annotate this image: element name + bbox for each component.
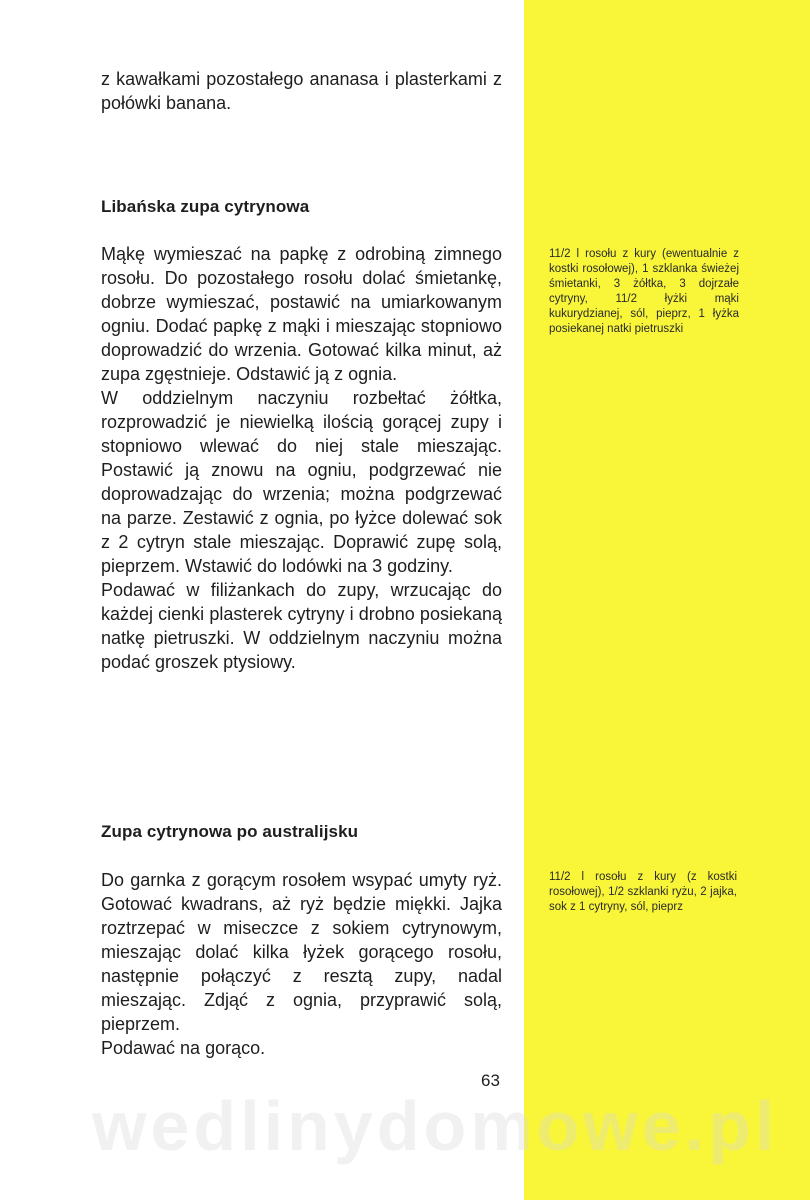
recipe-1-paragraph-3: Podawać w filiżankach do zupy, wrzucając do każdej cienki plasterek cytryny i drobno posiekaną natkę pietruszki. W oddzielnym naczyniu można podać groszek ptysiowy. [101, 580, 502, 672]
recipe-2-paragraph-2: Podawać na gorąco. [101, 1038, 266, 1058]
intro-text [101, 67, 502, 115]
watermark: wedlinydomowe.pl [92, 1087, 779, 1165]
intro-paragraph: z kawałkami pozostałego ananasa i plasterkami z połówki banana. [101, 69, 502, 113]
recipe-1-paragraph-2: W oddzielnym naczyniu rozbełtać żółtka, rozprowadzić je niewielką ilością gorącej zupy i stopniowo wlewać do niej stale mieszając. Postawić ją znowu na ogniu, podgrzewać nie doprowadzając do wrzenia; można podgrzewać na parze. Zestawić z ognia, po łyżce dolewać sok z 2 cytryn stale mieszając. Doprawić zupę solą, pieprzem. Wstawić do lodówki na 3 godziny. [101, 388, 502, 576]
recipe-1-body [101, 242, 502, 674]
recipe-1-title: Libańska zupa cytrynowa [101, 197, 310, 216]
recipe-2-body [101, 868, 502, 1060]
recipe-2-paragraph-1: Do garnka z gorącym rosołem wsypać umyty ryż. Gotować kwadrans, aż ryż będzie miękki. Jajka roztrzepać w miseczce z sokiem cytrynowym, mieszając dolać kilka łyżek gorącego rosołu, następnie połączyć z resztą zupy, nadal mieszając. Zdjąć z ognia, przyprawić solą, pieprzem. [101, 870, 502, 1034]
recipe-2-ingredients: 11/2 l rosołu z kury (z kostki rosołowej), 1/2 szklanki ryżu, 2 jajka, sok z 1 cytryny, sól, pieprz [549, 871, 737, 913]
recipe-1-ingredients: 11/2 l rosołu z kury (ewentualnie z kostki rosołowej), 1 szklanka świeżej śmietanki, 3 żółtka, 3 dojrzałe cytryny, 11/2 łyżki mąki kukurydzianej, sól, pieprz, 1 łyżka posiekanej natki pietruszki [549, 248, 739, 335]
page-number: 63 [481, 1071, 500, 1090]
recipe-1-paragraph-1: Mąkę wymieszać na papkę z odrobiną zimnego rosołu. Do pozostałego rosołu dolać śmietankę, dobrze wymieszać, postawić na umiarkowanym ogniu. Dodać papkę z mąki i mieszając stopniowo doprowadzić do wrzenia. Gotować kilka minut, aż zupa zgęstnieje. Odstawić ją z ognia. [101, 244, 502, 384]
yellow-sidebar [524, 0, 810, 1200]
recipe-2-title: Zupa cytrynowa po australijsku [101, 822, 359, 841]
